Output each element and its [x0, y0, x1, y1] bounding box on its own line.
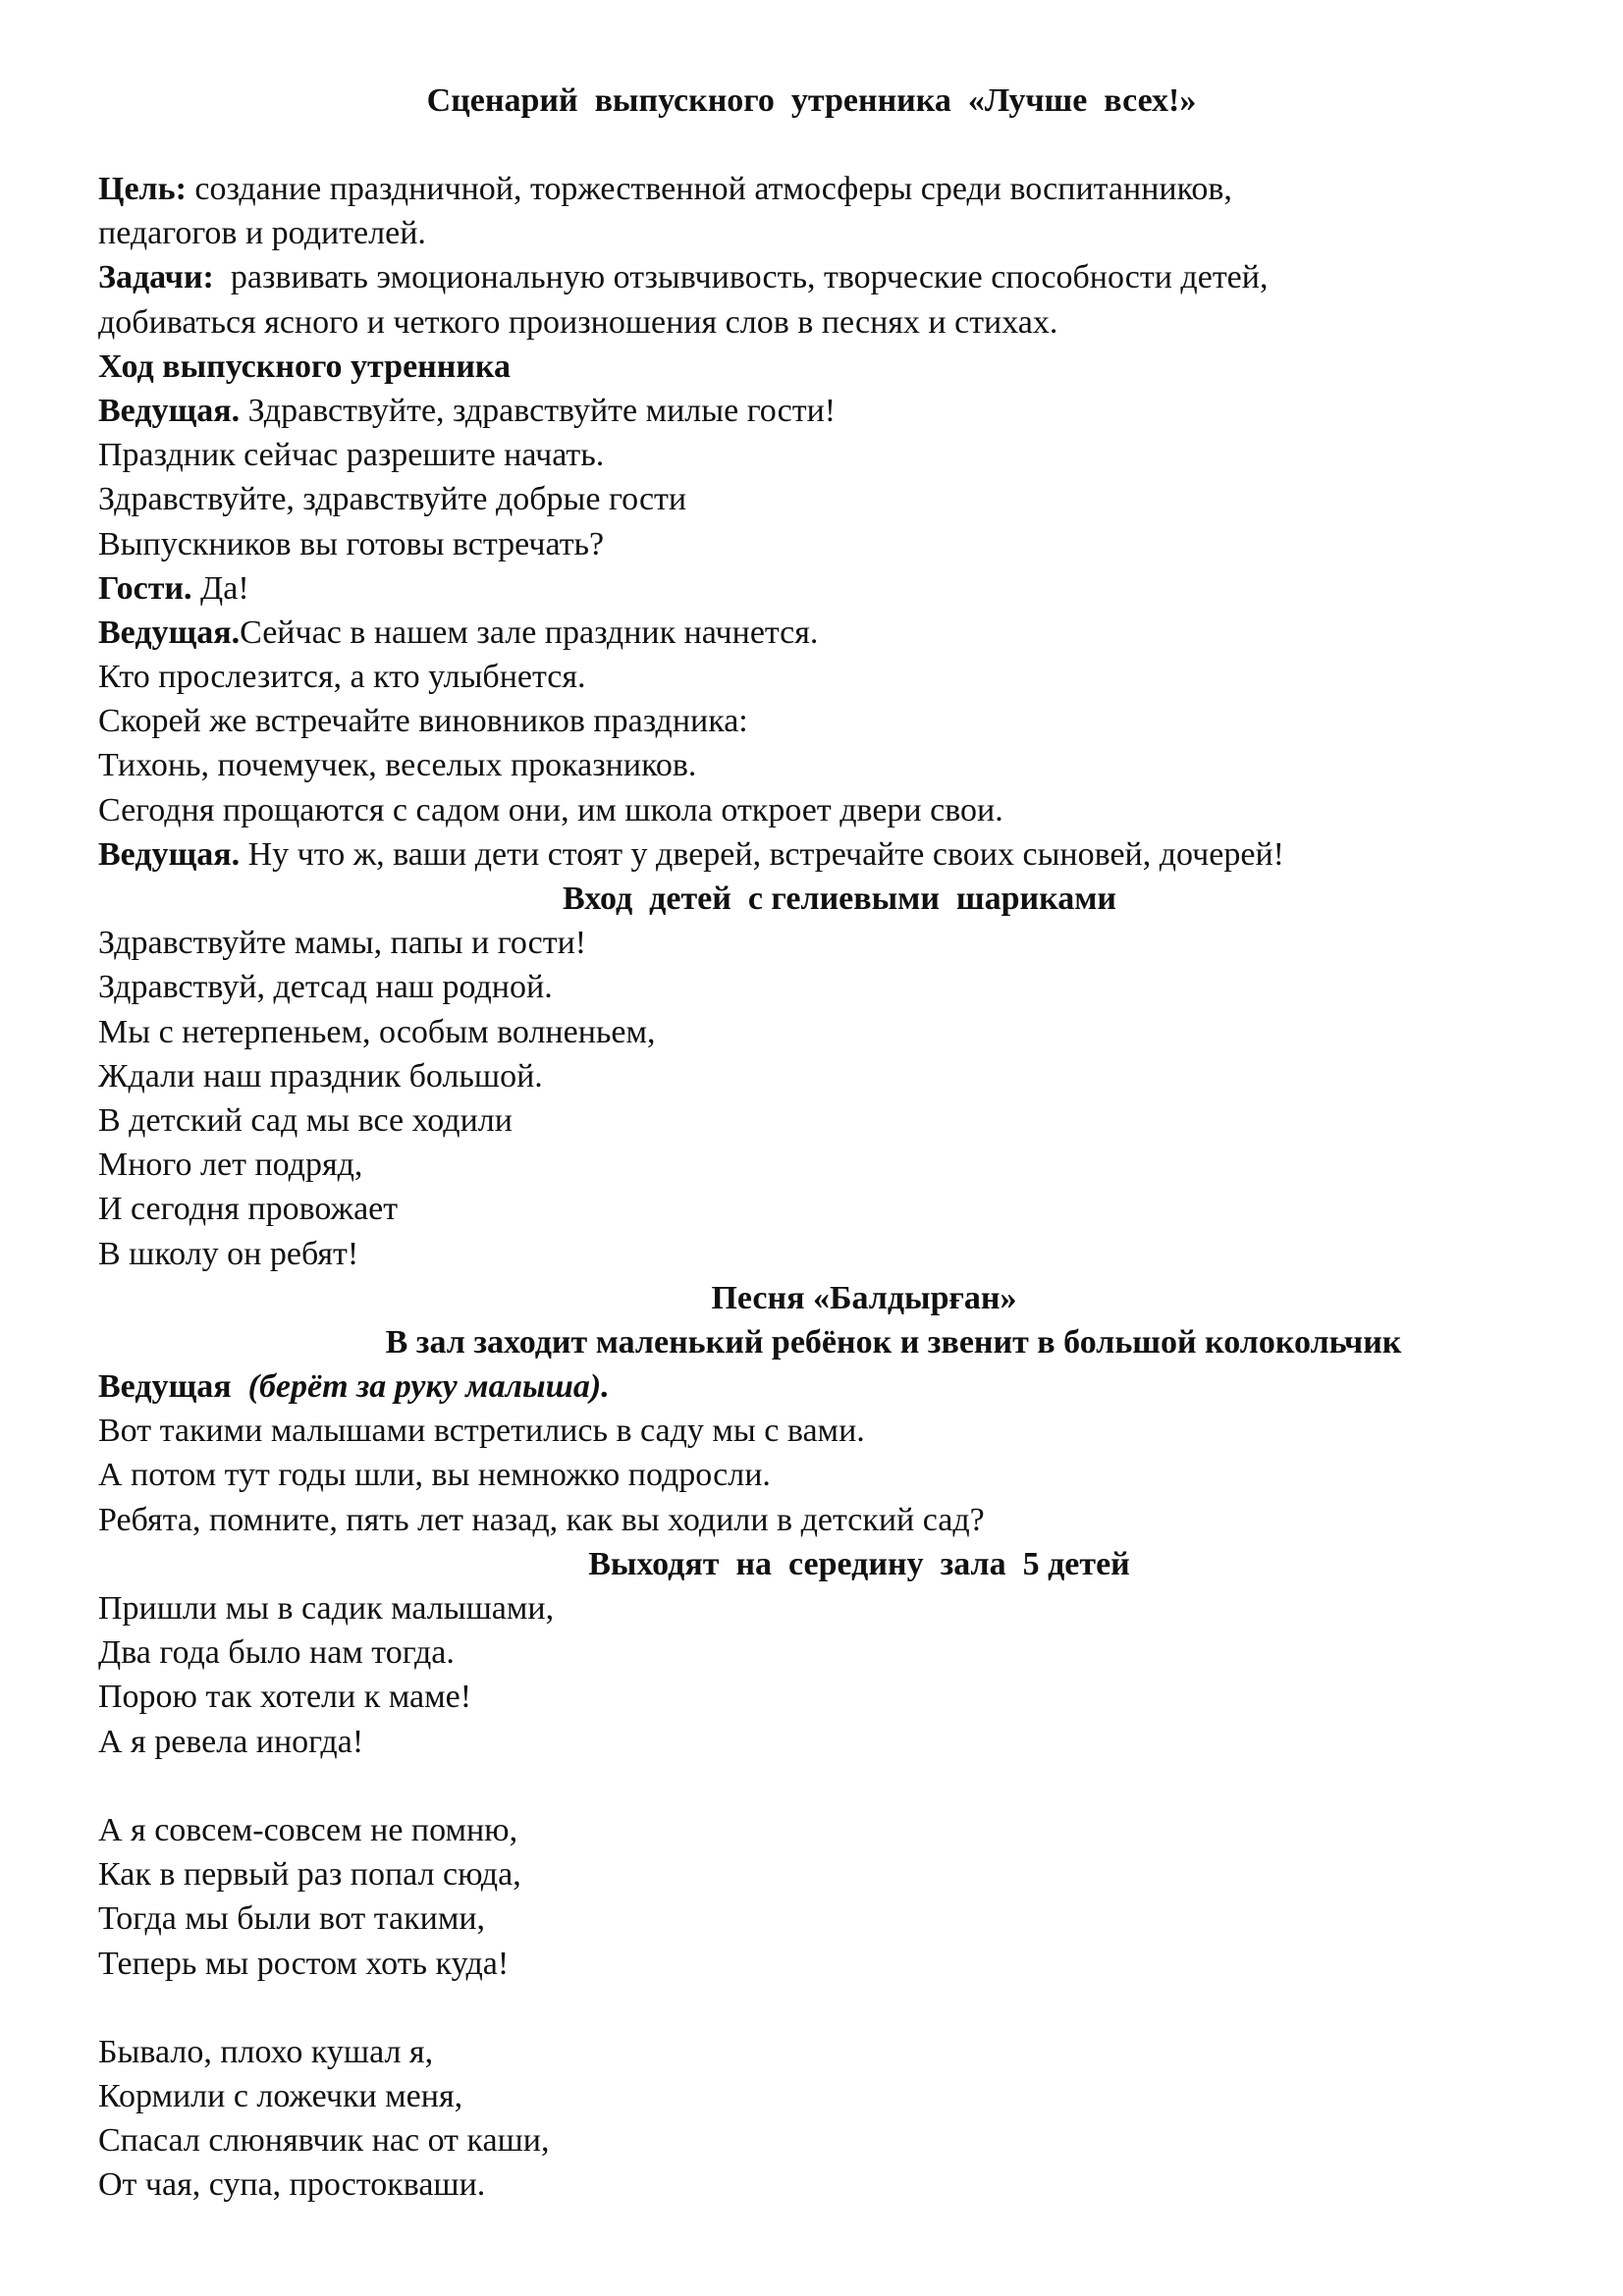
- goal-text: создание праздничной, торжественной атмосферы среди воспитанников,: [186, 171, 1232, 207]
- speaker-label: Ведущая.: [98, 614, 241, 651]
- dialog-line: Вот такими малышами встретились в саду мы с вами.: [98, 1413, 865, 1450]
- speech-text: Да!: [191, 569, 249, 607]
- tasks-text: развивать эмоциональную отзывчивость, творческие способности детей,: [213, 259, 1269, 296]
- poem-line: Спасал слюнявчик нас от каши,: [98, 2122, 550, 2160]
- dialog-line: [98, 1364, 1551, 1409]
- stage-action: (берёт за руку малыша).: [231, 1368, 610, 1406]
- dialog-line: [98, 566, 1551, 611]
- document-title: Сценарий выпускного утренника «Лучше всех!»: [426, 82, 1197, 119]
- dialog-line: [98, 611, 1551, 655]
- speech-text: Сейчас в нашем зале праздник начнется.: [240, 614, 819, 651]
- stage-direction-heading: В зал заходит маленький ребёнок и звенит в большой колокольчик: [385, 1323, 1402, 1361]
- poem-line: И сегодня провожает: [98, 1191, 399, 1228]
- poem-line: Тогда мы были вот такими,: [98, 1900, 486, 1938]
- stanza-gap: [98, 1986, 1551, 2030]
- speaker-label: Ведущая.: [98, 392, 241, 429]
- poem-line: Здравствуй, детсад наш родной.: [98, 969, 553, 1006]
- song-heading: Песня «Балдырған»: [711, 1279, 1017, 1316]
- poem-line: В детский сад мы все ходили: [98, 1101, 513, 1139]
- dialog-line: [98, 832, 1551, 877]
- poem-line: Здравствуйте мамы, папы и гости!: [98, 925, 587, 962]
- poem-line: Бывало, плохо кушал я,: [98, 2033, 434, 2070]
- goal-line: [98, 167, 1551, 211]
- poem-line: Кормили с ложечки меня,: [98, 2078, 463, 2115]
- dialog-line: Тихонь, почемучек, веселых проказников.: [98, 747, 697, 784]
- dialog-line: Сегодня прощаются с садом они, им школа откроет двери свои.: [98, 791, 1003, 828]
- speech-text: Ну что ж, ваши дети стоят у дверей, встречайте своих сыновей, дочерей!: [240, 835, 1284, 873]
- dialog-line: А потом тут годы шли, вы немножко подросли.: [98, 1457, 771, 1494]
- poem-line: Пришли мы в садик малышами,: [98, 1590, 555, 1627]
- poem-line: Два года было нам тогда.: [98, 1634, 455, 1672]
- dialog-line: [98, 389, 1551, 433]
- dialog-line: Ребята, помните, пять лет назад, как вы ходили в детский сад?: [98, 1501, 985, 1538]
- speaker-label: Ведущая: [98, 1368, 232, 1406]
- document-body: [98, 167, 1551, 2208]
- poem-line: А я совсем-совсем не помню,: [98, 1811, 518, 1848]
- dialog-line: Скорей же встречайте виновников праздника:: [98, 703, 748, 740]
- stage-direction-heading: Вход детей с гелиевыми шариками: [563, 881, 1116, 917]
- poem-line: Ждали наш праздник большой.: [98, 1057, 543, 1095]
- speaker-label: Ведущая.: [98, 835, 241, 873]
- poem-line: А я ревела иногда!: [98, 1723, 364, 1760]
- poem-line: От чая, супа, простокваши.: [98, 2166, 486, 2204]
- dialog-line: Праздник сейчас разрешите начать.: [98, 437, 605, 474]
- goal-line-continued: педагогов и родителей.: [98, 215, 426, 252]
- poem-line: Мы с нетерпеньем, особым волненьем,: [98, 1013, 656, 1050]
- poem-line: Теперь мы ростом хоть куда!: [98, 1945, 510, 1982]
- tasks-line: [98, 255, 1551, 299]
- poem-line: В школу он ребят!: [98, 1235, 359, 1272]
- stage-direction-heading: Выходят на середину зала 5 детей: [588, 1545, 1130, 1582]
- speaker-label: Гости.: [98, 569, 192, 607]
- tasks-label: Задачи:: [98, 259, 214, 296]
- stanza-gap: [98, 1764, 1551, 1808]
- poem-line: Как в первый раз попал сюда,: [98, 1856, 521, 1894]
- dialog-line: Кто прослезится, а кто улыбнется.: [98, 659, 586, 696]
- tasks-line-continued: добиваться ясного и четкого произношения слов в песнях и стихах.: [98, 303, 1058, 341]
- section-heading: Ход выпускного утренника: [98, 347, 512, 385]
- dialog-line: Выпускников вы готовы встречать?: [98, 525, 605, 562]
- dialog-line: Здравствуйте, здравствуйте добрые гости: [98, 481, 687, 518]
- goal-label: Цель:: [98, 171, 187, 207]
- poem-line: Много лет подряд,: [98, 1147, 363, 1184]
- speech-text: Здравствуйте, здравствуйте милые гости!: [240, 392, 837, 429]
- poem-line: Порою так хотели к маме!: [98, 1679, 472, 1716]
